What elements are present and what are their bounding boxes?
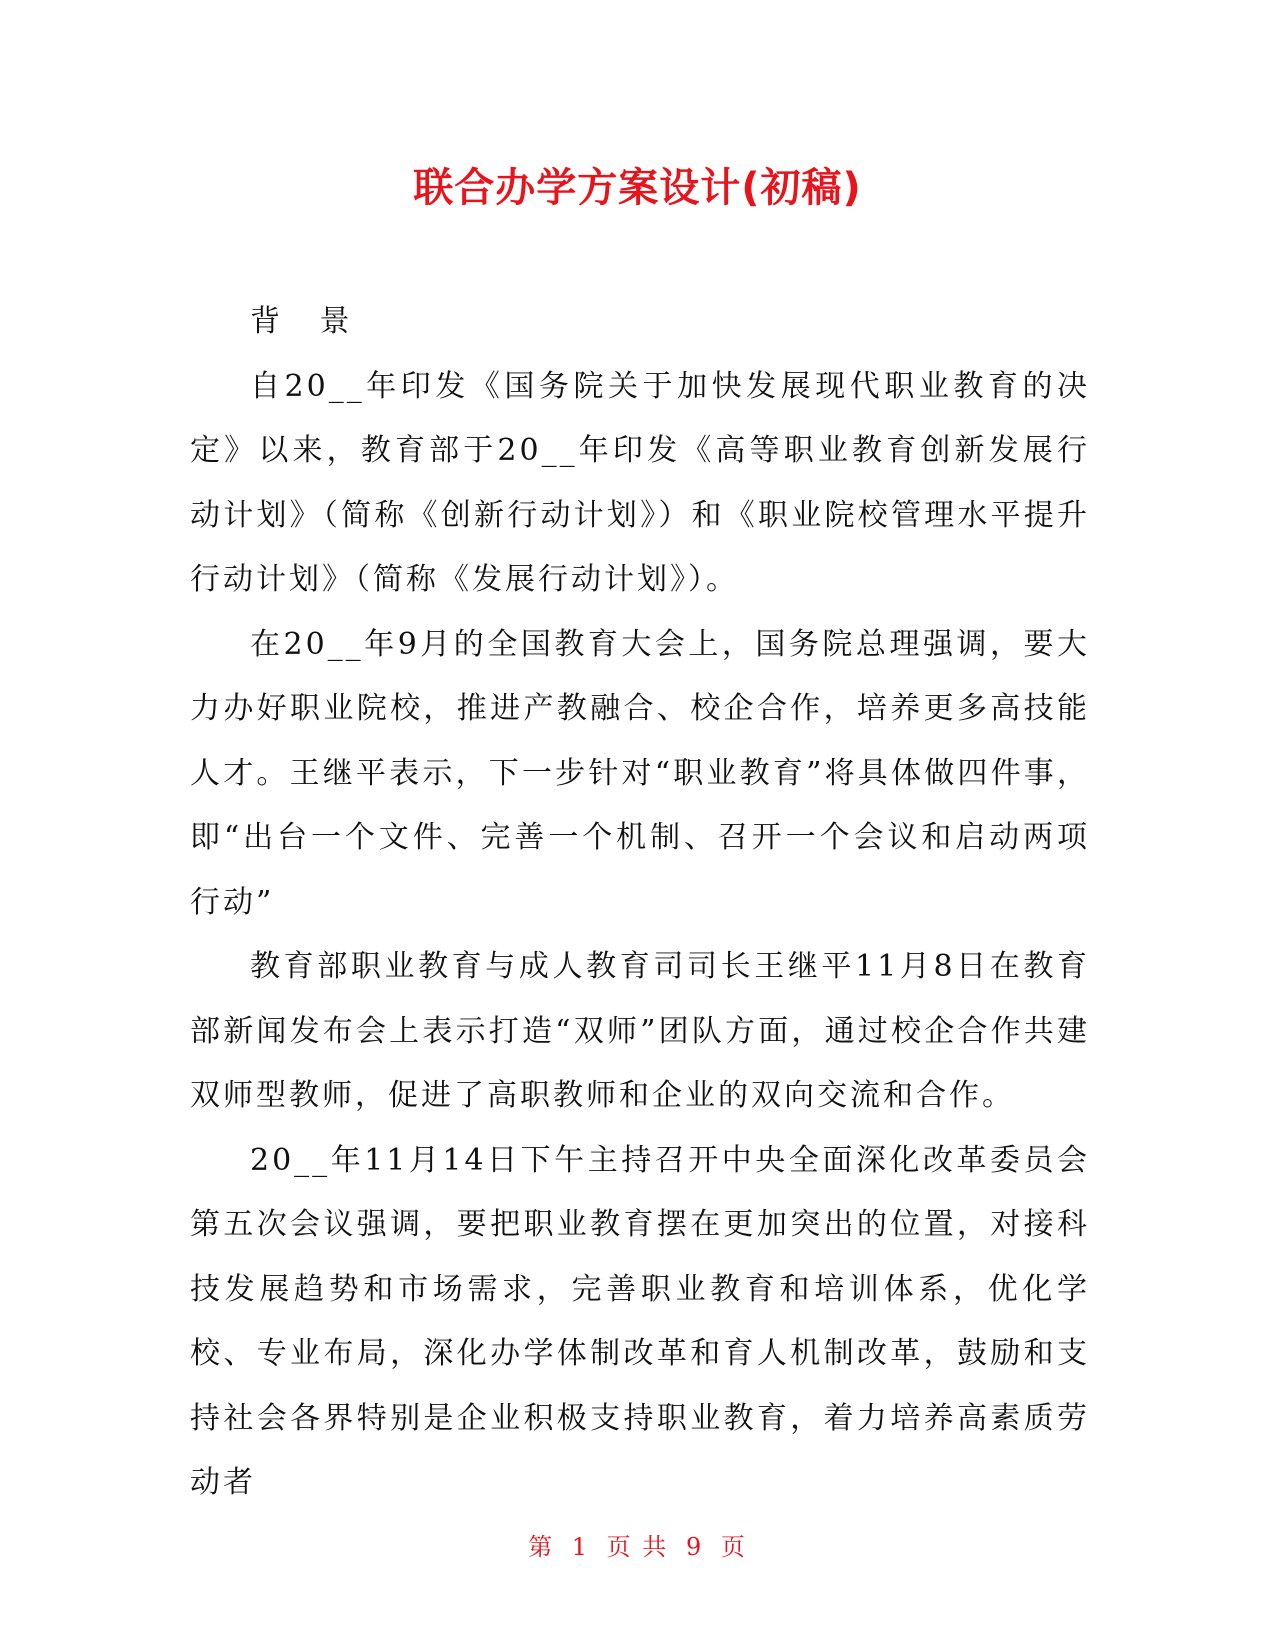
footer-current-page: 1: [571, 1533, 590, 1561]
paragraph-2: 在20__年9月的全国教育大会上，国务院总理强调，要大力办好职业院校，推进产教融合、校企合作，培养更多高技能人才。王继平表示，下一步针对“职业教育”将具体做四件事，即“出台一个文件、完善一个机制、召开一个会议和启动两项行动”: [190, 626, 1090, 920]
footer-suffix: 页: [720, 1533, 747, 1561]
paragraph-4: 20__年11月14日下午主持召开中央全面深化改革委员会第五次会议强调，要把职业教育摆在更加突出的位置，对接科技发展趋势和市场需求，完善职业教育和培训体系，优化学校、专业布局，深化办学体制改革和育人机制改革，鼓励和支持社会各界特别是企业积极支持职业教育，着力培养高素质劳动者: [190, 1142, 1090, 1500]
page-footer: [0, 1532, 1275, 1562]
footer-total-pages: 9: [685, 1533, 704, 1561]
document-title: 联合办学方案设计(初稿): [413, 165, 862, 211]
paragraph-3: 教育部职业教育与成人教育司司长王继平11月8日在教育部新闻发布会上表示打造“双师”团队方面，通过校企合作共建双师型教师，促进了高职教师和企业的双向交流和合作。: [190, 949, 1090, 1113]
section-heading: 背 景: [250, 304, 350, 339]
document-body: [190, 290, 1090, 1516]
footer-prefix: 第: [528, 1533, 555, 1561]
paragraph-1: 自20__年印发《国务院关于加快发展现代职业教育的决定》以来，教育部于20__年印发《高等职业教育创新发展行动计划》（简称《创新行动计划》）和《职业院校管理水平提升行动计划》（简称《发展行动计划》）。: [190, 368, 1090, 597]
footer-middle: 页 共: [606, 1533, 669, 1561]
